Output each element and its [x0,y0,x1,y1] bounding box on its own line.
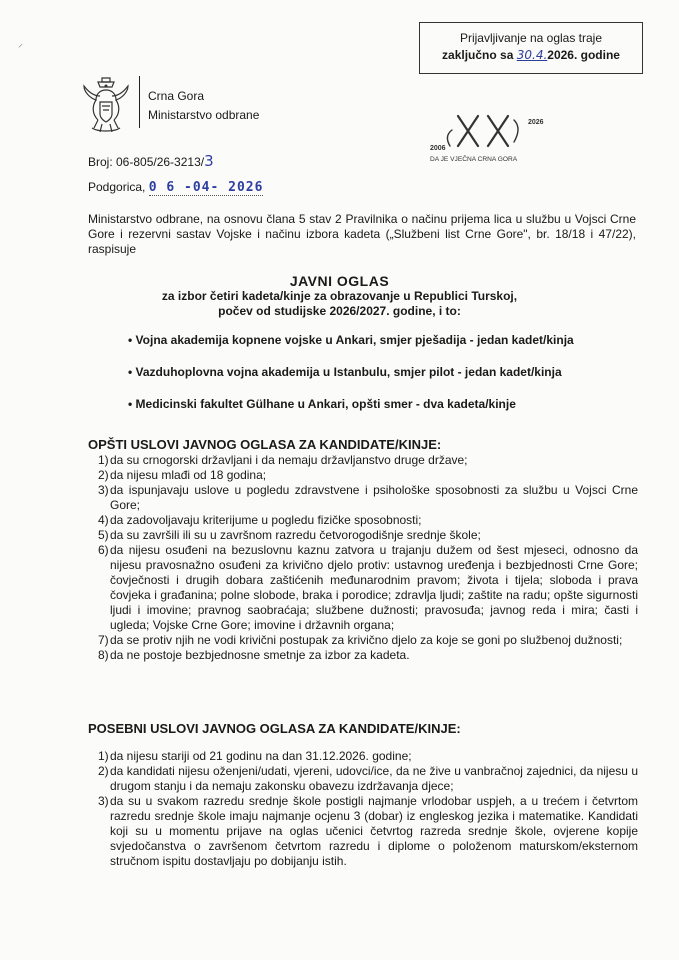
list-item [88,633,638,648]
item-number: 6) [98,543,109,557]
deadline-suffix: 2026. godine [547,48,620,62]
ministry-name: Ministarstvo odbrane [148,108,260,122]
logo-slogan: DA JE VJEČNA CRNA GORA [430,156,518,163]
item-number: 5) [98,528,109,542]
item-number: 1) [98,749,109,763]
general-conditions-list [88,453,638,663]
item-text: da nijesu osuđeni na bezuslovnu kaznu zatvora u trajanju dužem od šest mjeseci, odnosno da nijesu pravosnažno osuđeni za krivično djelo protiv: ustavnog uređenja i bezbjednosti Crne Gore; čovječnosti i drugih dobara zaštićenih međunarodnim pravom; života i tijela; sloboda i prava čovjeka i građanina; polne slobode, braka i porodice; zdravlja ljudi; zaštite na radu; opšte sigurnosti ljudi i imovine; pravnog saobraćaja; službene dužnosti; pravosuđa; javnog reda i mira; časti i ugleda; Vojske Crne Gore; imovine i državnih organa; [110,543,638,632]
item-number: 2) [98,764,109,778]
item-text: da ne postoje bezbjednosne smetnje za izbor za kadeta. [110,648,410,662]
header-divider [139,76,140,128]
list-item [88,483,638,513]
item-text: da nijesu stariji od 21 godinu na dan 31.12.2026. godine; [110,749,412,763]
subtitle-line2: počev od studijske 2026/2027. godine, i to: [218,304,461,318]
item-text: da se protiv njih ne vodi krivični postupak za krivično djelo za koje se goni po službenoj dužnosti; [110,633,623,647]
item-text: da su crnogorski državljani i da nemaju državljanstvo druge države; [110,453,468,467]
reference-number [88,152,215,170]
deadline-box [419,22,643,74]
item-number: 4) [98,513,109,527]
list-item [88,764,638,794]
deadline-line1: Prijavljivanje na oglas traje [459,31,603,45]
intro-paragraph: Ministarstvo odbrane, na osnovu člana 5 stav 2 Pravilnika o načinu prijema lica u službu u Vojsci Crne Gore i rezervni sastav Vojske i načinu izbora kadeta („Službeni list Crne Gore", br. 18/18 i 47/22), raspisuje [88,212,636,256]
subtitle [0,289,679,319]
deadline-prefix: zaključno sa [442,48,514,62]
item-text: da kandidati nijesu oženjeni/udati, vjereni, udovci/ice, da ne žive u vanbračnoj zajednici, da nijesu u drugom stanju i da nemaju zakonsku obavezu izdržavanja djece; [110,764,638,793]
item-text: da nijesu mlađi od 18 godina; [110,468,267,482]
list-item [88,749,638,764]
anniversary-logo [430,110,556,170]
academy-item: • Vojna akademija kopnene vojske u Ankari, smjer pješadija - jedan kadet/kinja [128,333,574,347]
subtitle-line1: za izbor četiri kadeta/kinje za obrazovanje u Republici Turskoj, [161,289,518,303]
list-item [88,648,638,663]
list-item [88,513,638,528]
deadline-handwritten-date: 30.4. [516,48,548,62]
date-stamp: 0 6 -04- 2026 [148,180,264,195]
academy-item: • Medicinski fakultet Gülhane u Ankari, opšti smer - dva kadeta/kinje [128,397,516,411]
coat-of-arms-icon [82,76,130,136]
item-text: da su završili ili su u završnom razredu četvorogodišnje srednje škole; [110,528,481,542]
item-text: da zadovoljavaju kriterijume u pogledu fizičke sposobnosti; [110,513,422,527]
item-text: da su u svakom razredu srednje škole postigli najmanje vrlodobar uspjeh, a u trećem i četvrtom razredu srednje škole imaju najmanje ocjenu 3 (dobar) iz engleskog jezika i matematike. Kandidati koji su u momentu prijave na oglas učenici četvrtog razreda srednje škole, ovjerene kopije svjedočanstva o završenom četvrtom razredu i diplome o položenom maturskom/eksternom stručnom ispitu dostavljaju po dobijanju istih. [110,794,638,868]
item-number: 3) [98,483,109,497]
logo-year-right: 2026 [528,119,544,126]
list-item [88,543,638,633]
academy-item: • Vazduhoplovna vojna akademija u Istanbulu, smjer pilot - jedan kadet/kinja [128,365,562,379]
general-conditions-heading: OPŠTI USLOVI JAVNOG OGLASA ZA KANDIDATE/KINJE: [88,437,442,452]
item-number: 3) [98,794,109,808]
special-conditions-list [88,749,638,869]
scan-mark: ⸍ [18,43,23,54]
item-number: 8) [98,648,109,662]
list-item [88,794,638,869]
page-title: JAVNI OGLAS [289,273,390,289]
item-number: 7) [98,633,109,647]
deadline-line2 [420,47,642,64]
place-date [88,180,263,195]
country-name: Crna Gora [148,89,205,103]
reference-label: Broj: 06-805/26-3213/ [88,155,205,169]
item-number: 1) [98,453,109,467]
item-text: da ispunjavaju uslove u pogledu zdravstvene i psihološke sposobnosti za službu u Vojsci Crne Gore; [110,483,638,512]
special-conditions-heading: POSEBNI USLOVI JAVNOG OGLASA ZA KANDIDATE/KINJE: [88,721,461,736]
list-item [88,468,638,483]
place-label: Podgorica, [88,180,146,194]
list-item [88,453,638,468]
logo-year-left: 2006 [430,145,446,152]
reference-handwritten: 3 [204,152,215,170]
list-item [88,528,638,543]
item-number: 2) [98,468,109,482]
